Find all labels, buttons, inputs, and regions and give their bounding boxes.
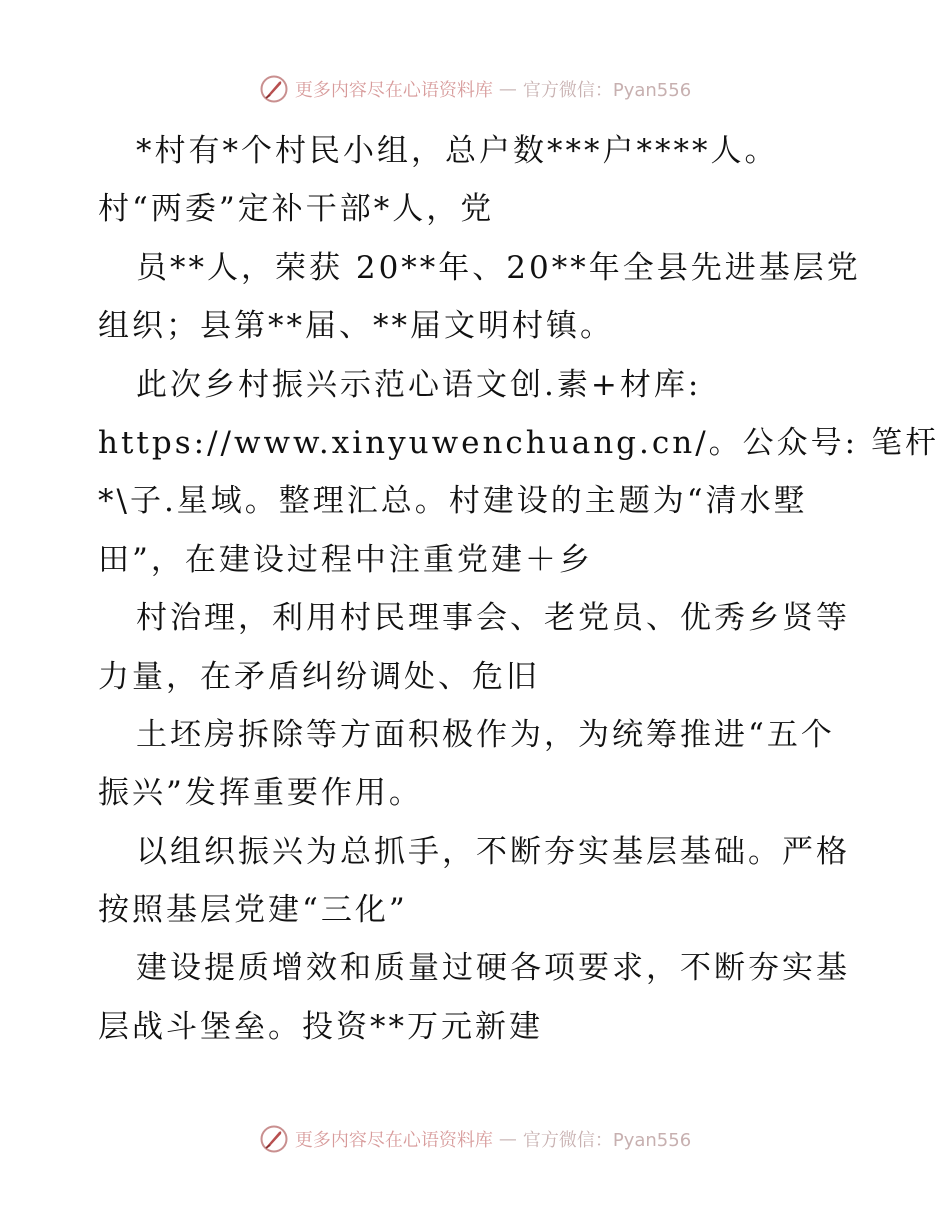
quill-pen-icon <box>259 74 289 104</box>
text-line-2: 村“两委”定补干部*人，党 <box>98 191 495 228</box>
text-line-1: *村有*个村民小组，总户数***户****人。 <box>136 133 779 169</box>
text-line-13: 以组织振兴为总抓手，不断夯实基层基础。严格 <box>136 833 850 870</box>
text-line-15: 建设提质增效和质量过硬各项要求，不断夯实基 <box>136 950 850 987</box>
watermark-separator: — <box>498 1128 517 1150</box>
watermark-contact-text: 官方微信：Pyan556 <box>522 1130 692 1151</box>
text-line-9: 村治理，利用村民理事会、老党员、优秀乡贤等 <box>136 600 850 637</box>
text-line-7: *\子.星域。整理汇总。村建设的主题为“清水墅 <box>98 483 808 520</box>
watermark-contact-text: 官方微信：Pyan556 <box>522 80 692 101</box>
document-body <box>98 122 939 1056</box>
text-line-6-url: https://www.xinyuwenchuang.cn/。公众号: 笔杆 <box>98 424 939 461</box>
text-line-11: 土坯房拆除等方面积极作为，为统筹推进“五个 <box>136 716 835 753</box>
watermark-lead-text: 更多内容尽在心语资料库 <box>294 1130 493 1151</box>
header-watermark <box>0 74 950 104</box>
quill-pen-icon <box>259 1124 289 1154</box>
watermark-separator: — <box>498 78 517 100</box>
footer-watermark <box>0 1124 950 1154</box>
watermark-lead-text: 更多内容尽在心语资料库 <box>294 80 493 101</box>
text-line-3: 员**人，荣获 20**年、20**年全县先进基层党 <box>136 249 861 286</box>
text-line-10: 力量，在矛盾纠纷调处、危旧 <box>98 658 540 695</box>
text-line-4: 组织；县第**届、**届文明村镇。 <box>98 308 614 345</box>
text-line-8: 田”，在建设过程中注重党建＋乡 <box>98 541 593 578</box>
text-line-5: 此次乡村振兴示范心语文创.素+材库: <box>136 366 702 403</box>
text-line-12: 振兴”发挥重要作用。 <box>98 775 423 812</box>
text-line-14: 按照基层党建“三化” <box>98 892 408 929</box>
text-line-16: 层战斗堡垒。投资**万元新建 <box>98 1008 543 1045</box>
